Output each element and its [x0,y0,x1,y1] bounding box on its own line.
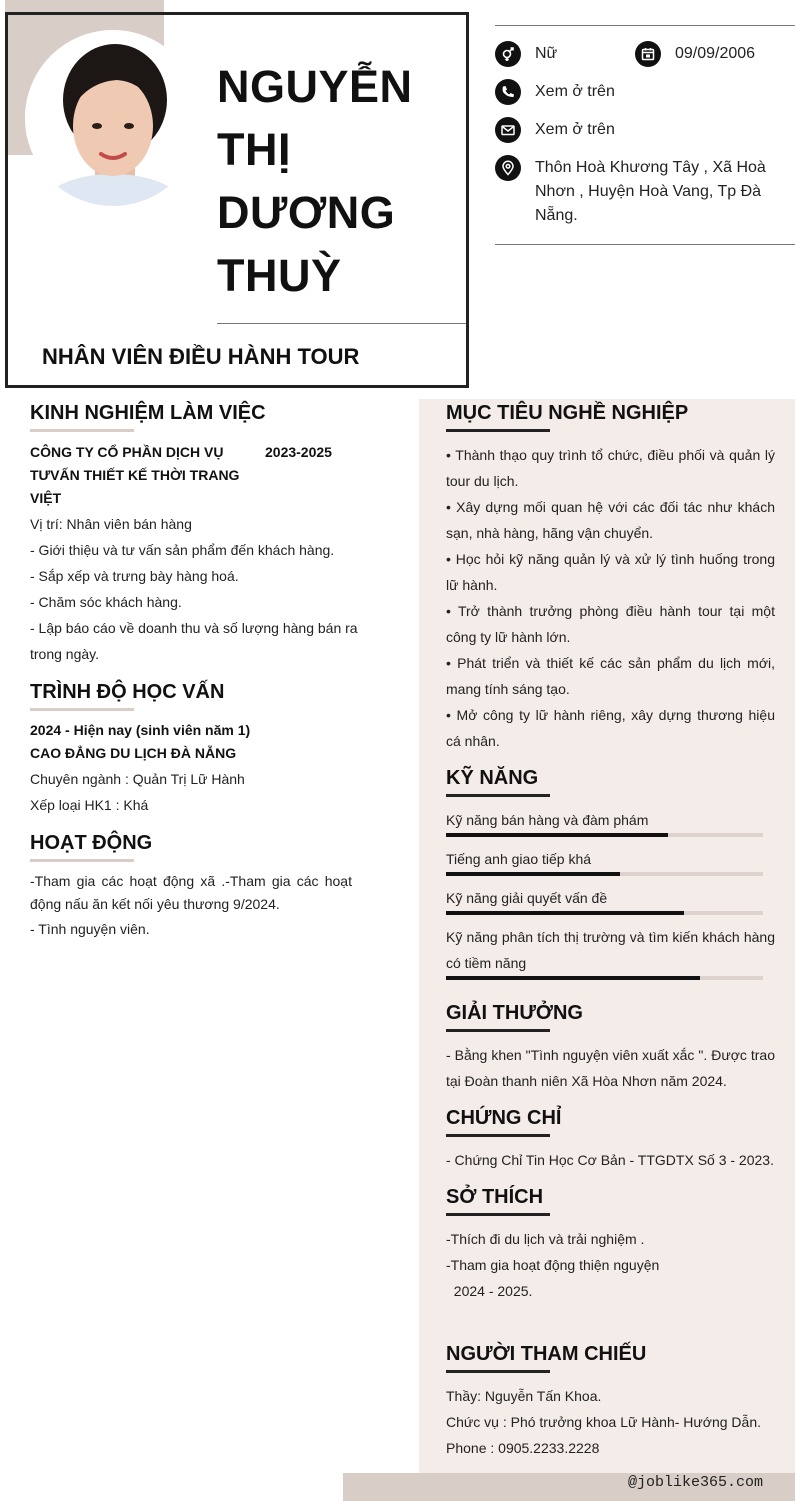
contact-email: Xem ở trên [535,121,615,138]
phone-icon [495,79,521,105]
avatar [25,30,201,206]
references-underline [446,1370,550,1373]
email-icon [495,117,521,143]
experience-line: - Lập báo cáo về doanh thu và số lượng hàng bán ra trong ngày. [30,620,358,662]
reference-line: Phone : 0905.2233.2228 [446,1440,600,1456]
hobbies-details [446,1226,775,1304]
experience-line: - Sắp xếp và trưng bày hàng hoá. [30,568,239,584]
objective-line: • Mở công ty lữ hành riêng, xây dựng thương hiệu cá nhân. [446,707,775,749]
location-icon [495,155,521,181]
hobby-line: 2024 - 2025. [446,1283,533,1299]
activity-line: -Tham gia các hoạt động xã .-Tham gia các hoạt động nấu ăn kết nối yêu thương 9/2024. [30,873,352,912]
objective-title: MỤC TIÊU NGHỀ NGHIỆP [446,402,689,424]
skill-bar-track [446,976,763,980]
activities-underline [30,859,134,862]
objective-underline [446,429,550,432]
skill-bar-fill [446,976,700,980]
awards-title: GIẢI THƯỞNG [446,1002,583,1024]
experience-line: Vị trí: Nhân viên bán hàng [30,516,192,532]
awards-text: - Bằng khen "Tình nguyện viên xuất xắc ". Được trao tại Đoàn thanh niên Xã Hòa Nhơn năm 2024. [446,1047,775,1089]
contact-address: Thôn Hoà Khương Tây , Xã Hoà Nhơn , Huyện Hoà Vang, Tp Đà Nẵng. [535,159,766,224]
experience-title: KINH NGHIỆM LÀM VIỆC [30,402,266,424]
education-title: TRÌNH ĐỘ HỌC VẤN [30,681,225,703]
gender-icon [495,41,521,67]
education-major: Chuyên ngành : Quản Trị Lữ Hành [30,771,245,787]
skill-bar-track [446,911,763,915]
hobby-line: -Thích đi du lịch và trải nghiệm . [446,1231,645,1247]
references-details [446,1383,786,1461]
objective-line: • Thành thạo quy trình tổ chức, điều phối và quản lý tour du lịch. [446,447,775,489]
objective-line: • Trở thành trưởng phòng điều hành tour tại một công ty lữ hành lớn. [446,603,775,645]
activities-title: HOẠT ĐỘNG [30,832,153,854]
education-period: 2024 - Hiện nay (sinh viên năm 1) [30,722,251,738]
skill-bar-track [446,872,763,876]
objective-line: • Phát triển và thiết kế các sản phẩm du lịch mới, mang tính sáng tạo. [446,655,775,697]
reference-line: Thầy: Nguyễn Tấn Khoa. [446,1388,602,1404]
contact-phone: Xem ở trên [535,83,615,100]
watermark: @joblike365.com [628,1474,764,1491]
skill-bar-fill [446,911,684,915]
name-line-3: DƯƠNG [217,187,396,238]
experience-line: - Giới thiệu và tư vấn sản phẩm đến khách hàng. [30,542,335,558]
objective-details [446,442,775,754]
skill-bar-fill [446,833,668,837]
contact-divider-bottom [495,244,795,245]
experience-underline [30,429,134,432]
skill-label: Kỹ năng giải quyết vấn đề [446,890,608,906]
experience-line: - Chăm sóc khách hàng. [30,594,182,610]
contact-birthdate: 09/09/2006 [675,45,756,62]
skill-bar-fill [446,872,620,876]
skill-label: Kỹ năng bán hàng và đàm phám [446,812,649,828]
activity-line: - Tình nguyện viên. [30,921,150,937]
references-title: NGƯỜI THAM CHIẾU [446,1343,647,1365]
activities-details [30,870,352,942]
certificates-underline [446,1134,550,1137]
education-underline [30,708,134,711]
skills-underline [446,794,550,797]
education-school: CAO ĐẲNG DU LỊCH ĐÀ NẴNG [30,745,237,761]
objective-line: • Xây dựng mối quan hệ với các đối tác như khách sạn, nhà hàng, hãng vận chuyển. [446,499,775,541]
awards-underline [446,1029,550,1032]
name-line-2: THỊ [217,124,291,175]
hobby-line: -Tham gia hoạt động thiện nguyện [446,1257,660,1273]
hobbies-title: SỞ THÍCH [446,1186,544,1208]
skill-bar-track [446,833,763,837]
name-divider [217,323,466,324]
skills-title: KỸ NĂNG [446,767,539,789]
experience-period: 2023-2025 [265,444,332,460]
hobbies-underline [446,1213,550,1216]
experience-company: CÔNG TY CỔ PHẦN DỊCH VỤ TƯVẤN THIẾT KẾ THỜI TRANG VIỆT [30,444,240,506]
skill-label: Tiếng anh giao tiếp khá [446,851,592,867]
certificates-title: CHỨNG CHỈ [446,1107,562,1129]
skill-label: Kỹ năng phân tích thị trường và tìm kiến khách hàng có tiềm năng [446,929,775,971]
name-line-4: THUỲ [217,250,342,301]
education-rank: Xếp loại HK1 : Khá [30,797,149,813]
certificates-text: - Chứng Chỉ Tin Học Cơ Bản - TTGDTX Số 3 - 2023. [446,1152,774,1168]
objective-line: • Học hỏi kỹ năng quản lý và xử lý tình huống trong lữ hành. [446,551,775,593]
job-title: NHÂN VIÊN ĐIỀU HÀNH TOUR [42,344,360,369]
name-line-1: NGUYỄN [217,61,413,112]
contact-gender: Nữ [535,45,558,62]
calendar-icon [635,41,661,67]
contact-divider-top [495,25,795,26]
reference-line: Chức vụ : Phó trưởng khoa Lữ Hành- Hướng Dẫn. [446,1414,761,1430]
experience-details [30,511,360,667]
